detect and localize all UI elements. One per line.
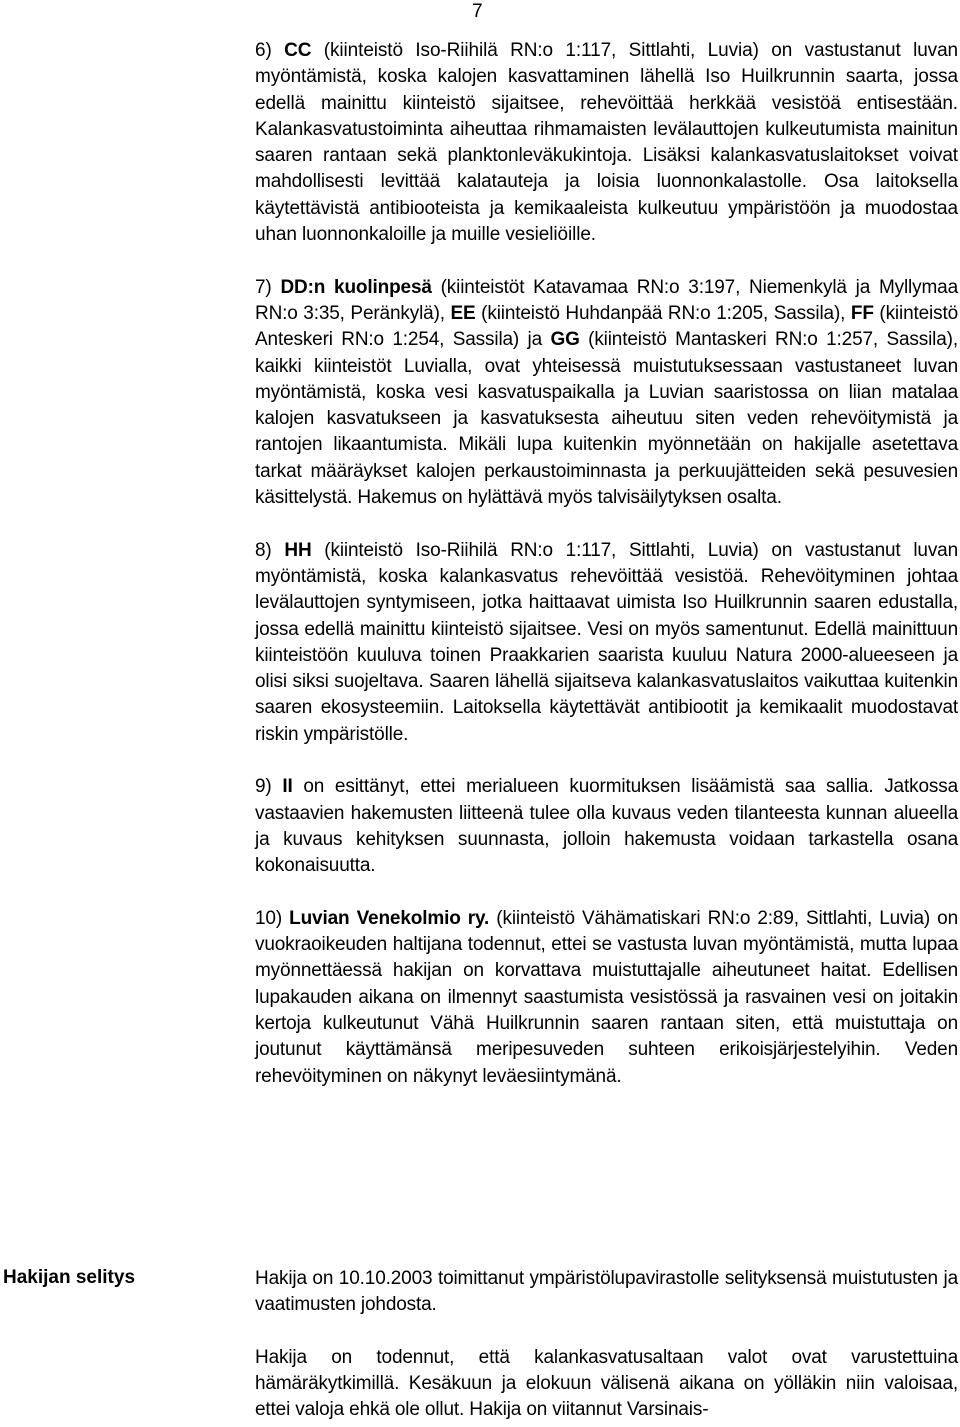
side-heading: Hakijan selitys <box>3 1267 136 1288</box>
applicant-reply-section <box>255 1266 958 1424</box>
objection-9: 9) II on esittänyt, ettei merialueen kuormituksen lisäämistä saa sallia. Jatkossa vastaavien hakemusten liitteenä tulee olla kuvaus veden tilanteesta kunnan alueella ja kuvaus kehityksen suunnasta, jolloin hakemusta voidaan tarkastella osana kokonaisuutta. <box>255 776 958 877</box>
page-number: 7 <box>472 1 483 22</box>
objector-name: GG <box>550 329 580 351</box>
reply-paragraph: Hakija on 10.10.2003 toimittanut ympäristölupavirastolle selityksensä muistutusten ja vaatimusten johdosta. <box>255 1268 958 1316</box>
objector-name: CC <box>284 40 312 61</box>
objector-name: DD:n kuolinpesä <box>280 276 432 298</box>
objection-10: 10) Luvian Venekolmio ry. (kiinteistö Vähämatiskari RN:o 2:89, Sittlahti, Luvia) on vuokraoikeuden haltijana todennut, ettei se vastusta luvan myöntämistä, mutta lupaa myönnettäessä hakijan on korvattava muistuttajalle aiheutuneet haitat. Edellisen lupakauden aikana on ilmennyt saastumista vesistössä ja rasvainen vesi on joitakin kertoja kulkeutunut Vähä Huilkrunnin saaren rantaan siten, että muistuttaja on joutunut käyttämänsä meripesuveden suhteen erikoisjärjestelyihin. Veden rehevöityminen on näkynyt leväesiintymänä. <box>255 907 958 1087</box>
reply-paragraph: Hakija on todennut, että kalankasvatusaltaan valot ovat varustettuina hämäräkytkimillä. Kesäkuun ja elokuun välisenä aikana on yölläkin niin valoisaa, ettei valoja ehkä ole ollut. Hakija on viitannut Varsinais- <box>255 1346 958 1421</box>
objector-name: II <box>282 776 293 798</box>
objection-7: 7) DD:n kuolinpesä (kiinteistöt Katavamaa RN:o 3:197, Niemenkylä ja Myllymaa RN:o 3:35, Peränkylä), EE (kiinteistö Huhdanpää RN:o 1:205, Sassila), FF (kiinteistö Anteskeri RN:o 1:254, Sassila) ja GG (kiinteistö Mantaskeri RN:o 1:257, Sassila), kaikki kiinteistöt Luvialla, ovat yhteisessä muistutuksessaan vastustaneet luvan myöntämistä, koska vesi kasvatuspaikalla ja Luvian saaristossa on liian matalaa kalojen kasvatukseen ja kasvatuksesta aiheutuu siten veden rehevöitymistä ja rantojen likaantumista. Mikäli lupa kuitenkin myönnetään on hakijalle asetettava tarkat määräykset kalojen perkaustoiminnasta ja perkuujätteiden sekä pesuvesien käsittelystä. Hakemus on hylättävä myös talvisäilytyksen osalta. <box>255 276 958 509</box>
objection-8: 8) HH (kiinteistö Iso-Riihilä RN:o 1:117, Sittlahti, Luvia) on vastustanut luvan myöntämistä, koska kalankasvatus rehevöittää vesistöä. Rehevöityminen johtaa levälauttojen syntymiseen, jotka haittaavat uimista Iso Huilkrunnin saaren edustalla, jossa edellä mainittu kiinteistö sijaitsee. Vesi on myös samentunut. Edellä mainittuun kiinteistöön kuuluva toinen Praakkarien saarista kuuluu Natura 2000-alueeseen ja olisi siksi suojeltava. Saaren lähellä sijaitseva kalankasvatuslaitos vaikuttaa kuitenkin saaren ekosysteemiin. Laitoksella käytettävät antibiootit ja kemikaalit muodostavat riskin ympäristölle. <box>255 539 958 745</box>
objection-6: 6) CC (kiinteistö Iso-Riihilä RN:o 1:117, Sittlahti, Luvia) on vastustanut luvan myöntämistä, koska kalojen kasvattaminen lähellä Iso Huilkrunnin saarta, jossa edellä mainittu kiinteistö sijaitsee, rehevöittää herkkää vesistöä entisestään. Kalankasvatustoiminta aiheuttaa rihmamaisten levälauttojen kulkeutumista mainitun saaren rantaan sekä planktonleväkukintoja. Lisäksi kalankasvatuslaitokset voivat mahdollisesti levittää kalatauteja ja loisia luonnonkalastolle. Osa laitoksella käytettävistä antibiooteista ja kemikaaleista kulkeutuu ympäristöön ja muodostaa uhan luonnonkaloille ja muille vesieliöille. <box>255 40 959 246</box>
objections-section <box>255 38 958 1090</box>
objector-name: EE <box>450 302 476 324</box>
objector-name: FF <box>850 302 874 324</box>
objector-name: HH <box>284 539 312 561</box>
objector-name: Luvian Venekolmio ry. <box>289 907 490 929</box>
